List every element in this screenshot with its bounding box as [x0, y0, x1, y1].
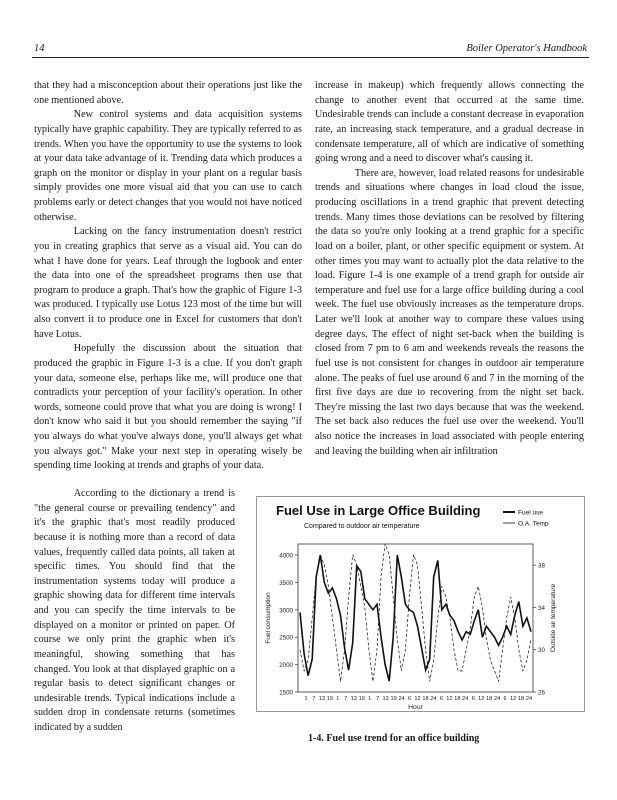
- header-rule: [32, 57, 589, 58]
- x-tick-label: 1: [304, 696, 308, 702]
- paragraph: Lacking on the fancy instrumentation doesn't restrict you in creating graphics that serve as a visual aid. You can do what I have done for years. Leaf through the logbook and enter the data into one of the spreadsheet programs then use that program to produce a graph. That's how the graphic of Figure 1-3 was produced. I typically use Lotus 123 most of the time but will also convert it to produce one in Excel for customers that don't have Lotus.: [34, 226, 302, 340]
- x-tick-label: 18: [454, 696, 461, 702]
- y-tick-label: 2000: [279, 662, 293, 670]
- x-axis-label: Hour: [408, 704, 423, 711]
- x-tick-label: 7: [376, 696, 380, 702]
- paragraph: that they had a misconception about their operations just like the one mentioned above.: [34, 80, 302, 106]
- x-tick-label: 6: [407, 696, 412, 702]
- left-column: [34, 79, 302, 474]
- x-tick-label: 24: [430, 696, 437, 702]
- chart-subtitle: Compared to outdoor air temperature: [304, 523, 420, 530]
- paragraph: According to the dictionary a trend is "the general course or prevailing tendency" and it's the graphic that's most readily produced because it is nothing more than a record of data values, frequently called data points, all taken at specific times. You should find that the instrumentation systems today will produce a graphic showing data for different time intervals and you can specify the time intervals to be displayed on a monitor or printed on paper. Of course we only print the graphic when it's meaningful, showing something that has changed. You look at that displayed graphic on a regular basis to detect significant changes or undesirable trends. Typical indications include a sudden drop in condensate returns (sometimes indicated by a sudden: [34, 488, 235, 733]
- fuel-use-chart: [256, 496, 585, 712]
- x-tick-label: 6: [471, 696, 475, 702]
- x-tick-label: 6: [503, 696, 507, 702]
- x-tick-label: 12: [509, 696, 517, 702]
- right-column: [315, 79, 584, 459]
- y-axis-label: Fuel consumption: [265, 592, 272, 644]
- legend-entry: Fuel use: [518, 509, 543, 517]
- x-tick-label: 19: [390, 696, 397, 702]
- y2-tick-label: 30: [538, 647, 545, 655]
- x-tick-label: 24: [525, 696, 533, 702]
- x-tick-label: 6: [439, 696, 443, 702]
- y2-tick-label: 26: [538, 689, 545, 697]
- x-tick-label: 1: [368, 696, 372, 702]
- x-tick-label: 24: [462, 696, 469, 702]
- figure-caption: 1-4. Fuel use trend for an office building: [308, 733, 480, 744]
- chart-title: Fuel Use in Large Office Building: [276, 503, 481, 518]
- y2-tick-label: 34: [538, 604, 545, 612]
- running-header: Boiler Operator's Handbook: [466, 43, 587, 54]
- left-column-lower: [34, 487, 235, 736]
- x-tick-label: 18: [422, 696, 429, 702]
- x-tick-label: 24: [398, 696, 405, 702]
- page-number: 14: [34, 43, 45, 54]
- x-tick-label: 19: [358, 696, 365, 702]
- x-tick-label: 7: [344, 696, 348, 702]
- y2-axis-label: Outside air temperature: [550, 583, 557, 653]
- y-tick-label: 1500: [279, 689, 293, 697]
- x-tick-label: 13: [382, 696, 389, 702]
- legend-entry: O.A. Temp: [518, 520, 549, 528]
- y-tick-label: 4000: [279, 552, 293, 560]
- x-tick-label: 12: [446, 696, 453, 702]
- x-tick-label: 12: [414, 696, 421, 702]
- paragraph: Hopefully the discussion about the situation that produced the graphic in Figure 1-3 is a clue. If you don't graph your data, someone else, perhaps like me, will produce one that contradicts your perception of your facility's operation. In other words, someone could prove that what you are doing is wrong! I don't know who said it but you should remember the saying "if you always do what you've always done, you'll always get what you always got." Make your next step in operating wisely be spending time looking at trends and graphs of your data.: [34, 343, 302, 472]
- paragraph: New control systems and data acquisition systems typically have graphic capability. They are typically referred to as trends. When you have the opportunity to use the systems to look at your data take advantage of it. Trending data which produces a graph on the monitor or display in your plant on a regular basis simply provides one more visual aid that you can use to catch problems early or detect changes that you would not have noticed otherwise.: [34, 109, 302, 223]
- x-tick-label: 24: [494, 696, 501, 702]
- x-tick-label: 18: [486, 696, 493, 702]
- y-tick-label: 3500: [279, 579, 293, 587]
- y2-tick-label: 38: [538, 562, 545, 570]
- x-tick-label: 7: [312, 696, 316, 702]
- x-tick-label: 13: [350, 696, 357, 702]
- figure-chart: [256, 496, 585, 712]
- y-tick-label: 3000: [279, 607, 293, 615]
- paragraph: increase in makeup) which frequently allows connecting the change to another event that occurred at the same time. Undesirable trends can include a constant decrease in evaporation rate, an increasing stack temperature, and a gradual decrease in condensate temperature, all of which are indicative of something going wrong and a need to discover what's causing it.: [315, 80, 584, 165]
- x-tick-label: 19: [326, 696, 334, 702]
- paragraph: There are, however, load related reasons for undesirable trends and situations where changes in load cloud the issue, producing oscillations in a trend graphic that prevent detecting trends. Many times those deviations can be resolved by filtering the data so you're only looking at a trend graphic for a specific load on a boiler, plant, or other specific equipment or system. At other times you may want to actually plot the data relative to the load. Figure 1-4 is one example of a trend graph for outside air temperature and fuel use for a large office building during a cool week. The fuel use obviously increases as the temperature drops. Later we'll look at another way to compare these values using degree days. The effect of night set-back when the building is closed from 7 pm to 6 am and weekends reveals the reasons the fuel use is not consistent for changes in outdoor air temperature alone. The peaks of fuel use around 6 and 7 in the morning of the first five days are due to recovering from the night set back. They're missing the last two days because that was the weekend. The set back also reduces the fuel use over the weekend. You'll also notice the increases in load associated with people entering and leaving the building when air infiltration: [315, 167, 584, 457]
- x-tick-label: 1: [336, 696, 340, 702]
- y-tick-label: 2500: [279, 634, 293, 642]
- x-tick-label: 13: [318, 696, 326, 702]
- x-tick-label: 18: [517, 696, 525, 702]
- x-tick-label: 12: [478, 696, 485, 702]
